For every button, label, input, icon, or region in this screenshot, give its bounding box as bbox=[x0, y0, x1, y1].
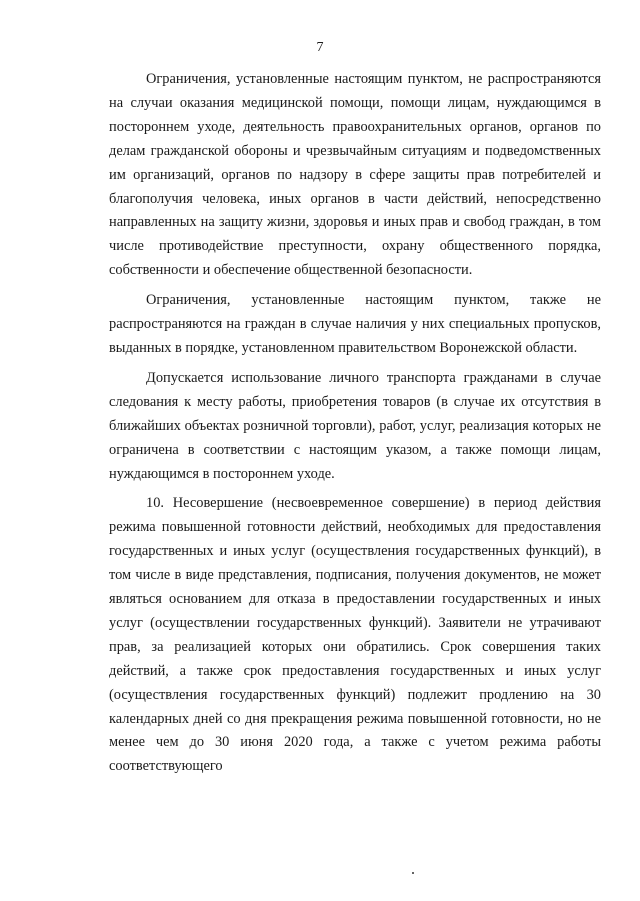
paragraph-item-10: 10. Несовершение (несвоевременное совершение) в период действия режима повышенной готовности действий, необходимых для предоставления государственных и иных услуг (осуществления государственных функций), в том числе в виде представления, подписания, получения документов, не может являться основанием для отказа в предоставлении государственных и иных услуг (осуществлении государственных функций). Заявители не утрачивают прав, за реализацией которых они обратились. Срок совершения таких действий, а также срок предоставления государственных и иных услуг (осуществления государственных функций) подлежит продлению на 30 календарных дней со дня прекращения режима повышенной готовности, но не менее чем до 30 июня 2020 года, а также с учетом режима работы соответствующего bbox=[109, 495, 601, 775]
paragraph-special-passes: Ограничения, установленные настоящим пунктом, также не распространяются на граждан в случае наличия у них специальных пропусков, выданных в порядке, установленном правительством Воронежской области. bbox=[109, 292, 601, 356]
scan-dot-mark bbox=[412, 872, 414, 874]
document-body bbox=[109, 68, 601, 779]
page-number: 7 bbox=[316, 40, 324, 55]
paragraph-restrictions-exceptions: Ограничения, установленные настоящим пунктом, не распространяются на случаи оказания медицинской помощи, помощи лицам, нуждающимся в постороннем уходе, деятельность правоохранительных органов, органов по делам гражданской обороны и чрезвычайным ситуациям и подведомственных им организаций, органов по надзору в сфере защиты прав потребителей и благополучия человека, иных органов в части действий, непосредственно направленных на защиту жизни, здоровья и иных прав и свобод граждан, в том числе противодействие преступности, охрану общественного порядка, собственности и обеспечение общественной безопасности. bbox=[109, 71, 601, 279]
paragraph-personal-transport: Допускается использование личного транспорта гражданами в случае следования к месту работы, приобретения товаров (в случае их отсутствия в ближайших объектах розничной торговли), работ, услуг, реализация которых не ограничена в соответствии с настоящим указом, а также помощи лицам, нуждающимся в постороннем уходе. bbox=[109, 369, 601, 482]
